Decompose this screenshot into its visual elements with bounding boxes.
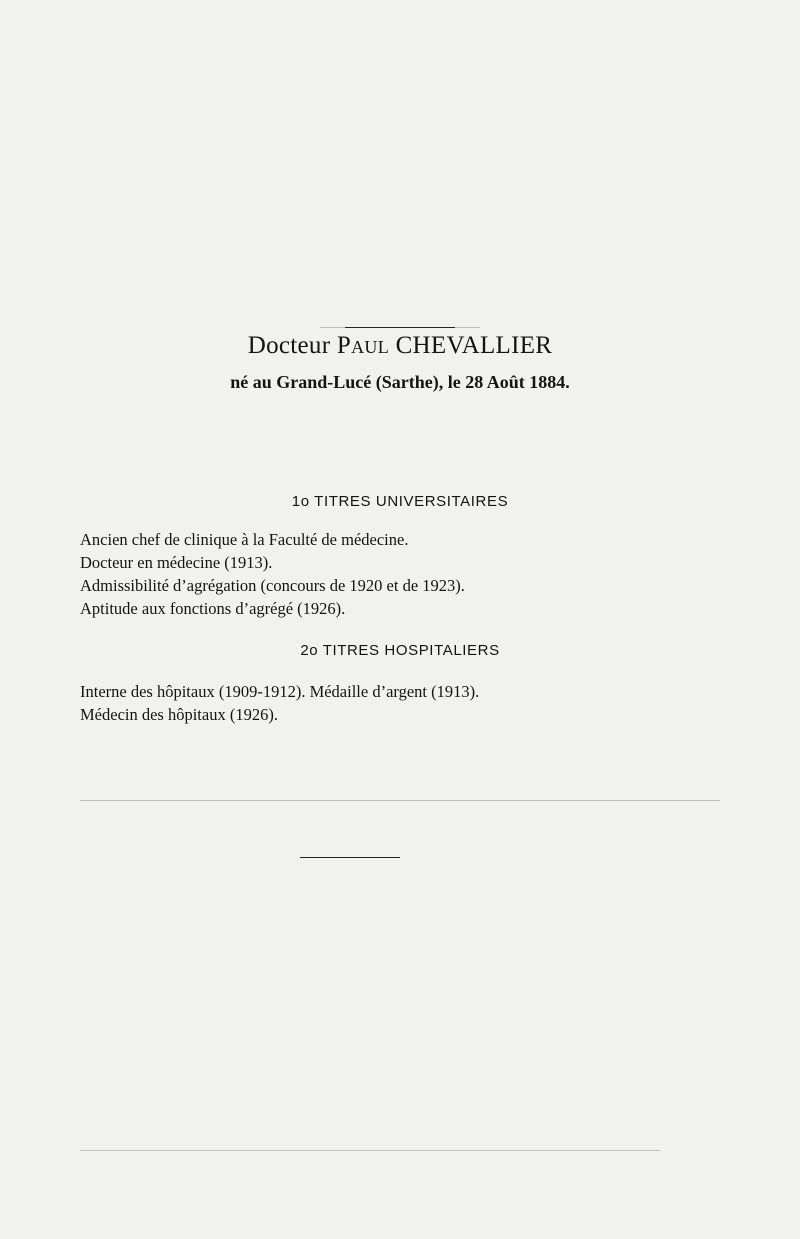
list-item: Médecin des hôpitaux (1926).	[80, 705, 278, 724]
list-item: Admissibilité d’agrégation (concours de 1920 et de 1923).	[80, 576, 465, 595]
ghost-rule	[80, 1150, 660, 1151]
title-prefix: Docteur	[247, 332, 337, 359]
ghost-rule	[80, 800, 720, 801]
list-item: Docteur en médecine (1913).	[80, 553, 273, 572]
title-rule	[345, 327, 455, 328]
page-title	[0, 332, 800, 360]
title-last-name: CHEVALLIER	[389, 332, 553, 359]
section-heading-hospitaliers: 2o TITRES HOSPITALIERS	[300, 642, 500, 659]
list-item: Ancien chef de clinique à la Faculté de médecine.	[80, 530, 409, 549]
list-item: Interne des hôpitaux (1909-1912). Médaille d’argent (1913).	[80, 682, 480, 701]
birth-line: né au Grand-Lucé (Sarthe), le 28 Août 1884.	[230, 372, 570, 392]
title-first-name: Paul	[336, 332, 390, 359]
list-item: Aptitude aux fonctions d’agrégé (1926).	[80, 599, 346, 618]
section-heading-universitaires: 1o TITRES UNIVERSITAIRES	[291, 493, 509, 510]
end-divider	[300, 857, 400, 858]
